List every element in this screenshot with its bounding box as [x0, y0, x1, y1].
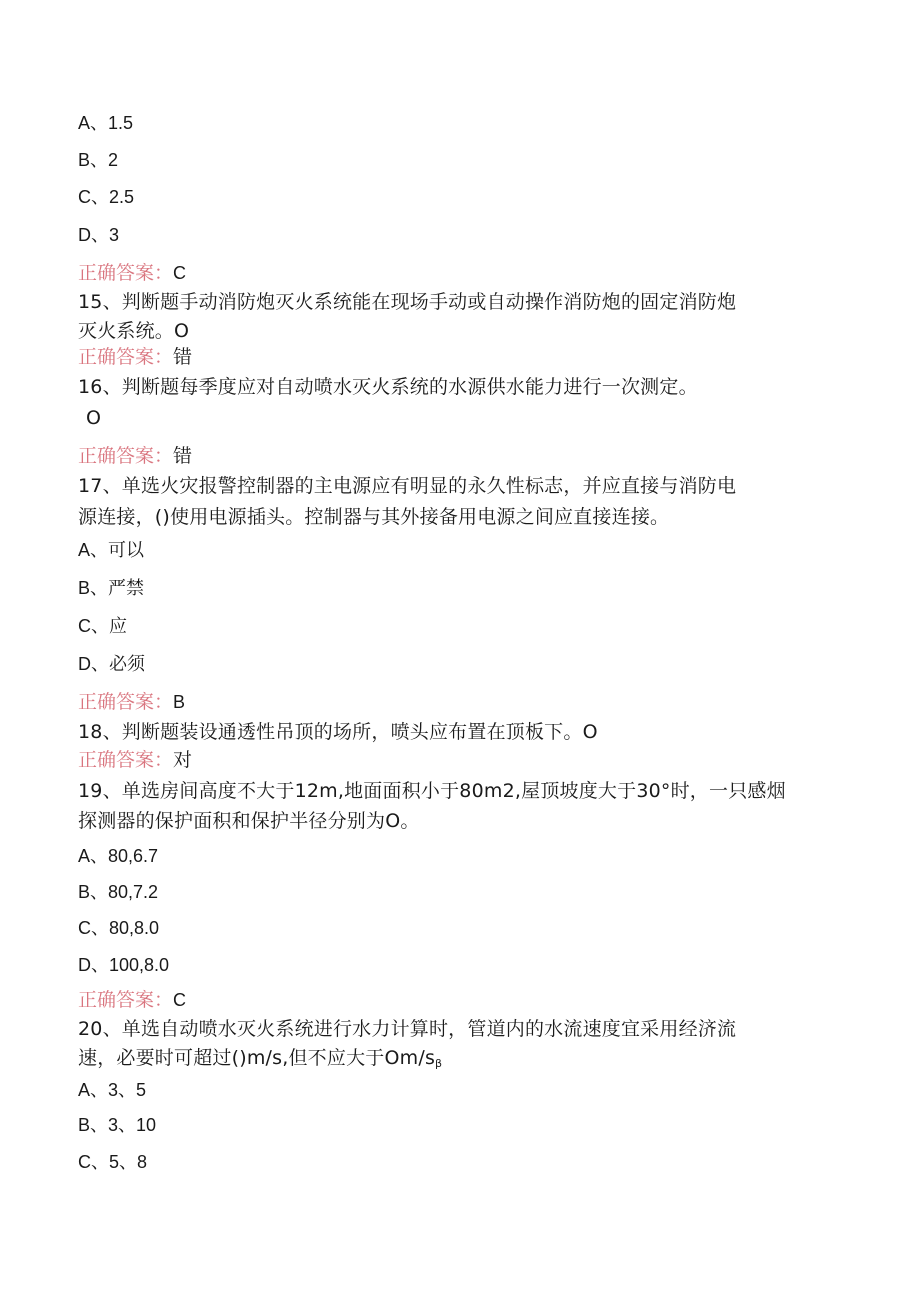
q16-text-line1: 16、判断题每季度应对自动喷水灭火系统的水源供水能力进行一次测定。 — [78, 376, 698, 398]
q15-answer-value: 错 — [173, 346, 193, 368]
q18-text-line1: 18、判断题装设通透性吊顶的场所，喷头应布置在顶板下。O — [78, 721, 598, 743]
q18-answer-row — [78, 747, 192, 773]
q15-answer-row — [78, 344, 192, 370]
q17-answer-row — [78, 689, 185, 715]
q19-text-line2: 探测器的保护面积和保护半径分别为O。 — [78, 810, 420, 832]
q19-text-line1: 19、单选房间高度不大于12m,地面面积小于80m2,屋顶坡度大于30°时，一只感烟 — [78, 780, 786, 802]
answer-label: 正确答案： — [78, 445, 174, 467]
q19-option-b: B、80,7.2 — [78, 882, 159, 902]
q15-text-line2: 灭火系统。O — [78, 320, 190, 342]
answer-label: 正确答案： — [78, 691, 174, 713]
q17-text-line1: 17、单选火灾报警控制器的主电源应有明显的永久性标志，并应直接与消防电 — [78, 475, 737, 497]
q20-option-b: B、3、10 — [78, 1115, 157, 1135]
q17-option-a: A、可以 — [78, 540, 145, 560]
q19-answer-value: C — [173, 990, 187, 1010]
answer-label: 正确答案： — [78, 262, 174, 284]
q15-text-line1: 15、判断题手动消防炮灭火系统能在现场手动或自动操作消防炮的固定消防炮 — [78, 291, 737, 313]
q19-option-a: A、80,6.7 — [78, 846, 159, 866]
answer-label: 正确答案： — [78, 346, 174, 368]
q19-option-c: C、80,8.0 — [78, 918, 160, 938]
q19-option-d: D、100,8.0 — [78, 955, 170, 975]
q17-answer-value: B — [173, 692, 186, 712]
q20-option-a: A、3、5 — [78, 1080, 147, 1100]
q17-option-d: D、必须 — [78, 654, 145, 674]
q14-answer-row — [78, 260, 186, 286]
answer-label: 正确答案： — [78, 749, 174, 771]
q16-answer-value: 错 — [173, 445, 193, 467]
q16-text-line2: O — [86, 407, 102, 429]
q20-text-line1: 20、单选自动喷水灭火系统进行水力计算时，管道内的水流速度宜采用经济流 — [78, 1018, 737, 1040]
q14-option-d: D、3 — [78, 225, 120, 245]
q20-text-line2-subscript: β — [435, 1057, 443, 1070]
q20-option-c: C、5、8 — [78, 1152, 148, 1172]
q14-option-b: B、2 — [78, 150, 119, 170]
answer-label: 正确答案： — [78, 989, 174, 1011]
q18-answer-value: 对 — [173, 749, 193, 771]
q14-answer-value: C — [173, 263, 187, 283]
q14-option-c: C、2.5 — [78, 187, 135, 207]
q17-text-line2: 源连接，()使用电源插头。控制器与其外接备用电源之间应直接连接。 — [78, 506, 670, 528]
q20-text-line2 — [78, 1045, 442, 1077]
q14-option-a: A、1.5 — [78, 113, 134, 133]
q20-text-line2-main: 速，必要时可超过()m∕s,但不应大于Om∕s — [78, 1047, 436, 1069]
q17-option-b: B、严禁 — [78, 578, 145, 598]
q17-option-c: C、应 — [78, 616, 127, 636]
q19-answer-row — [78, 987, 186, 1013]
q16-answer-row — [78, 443, 192, 469]
